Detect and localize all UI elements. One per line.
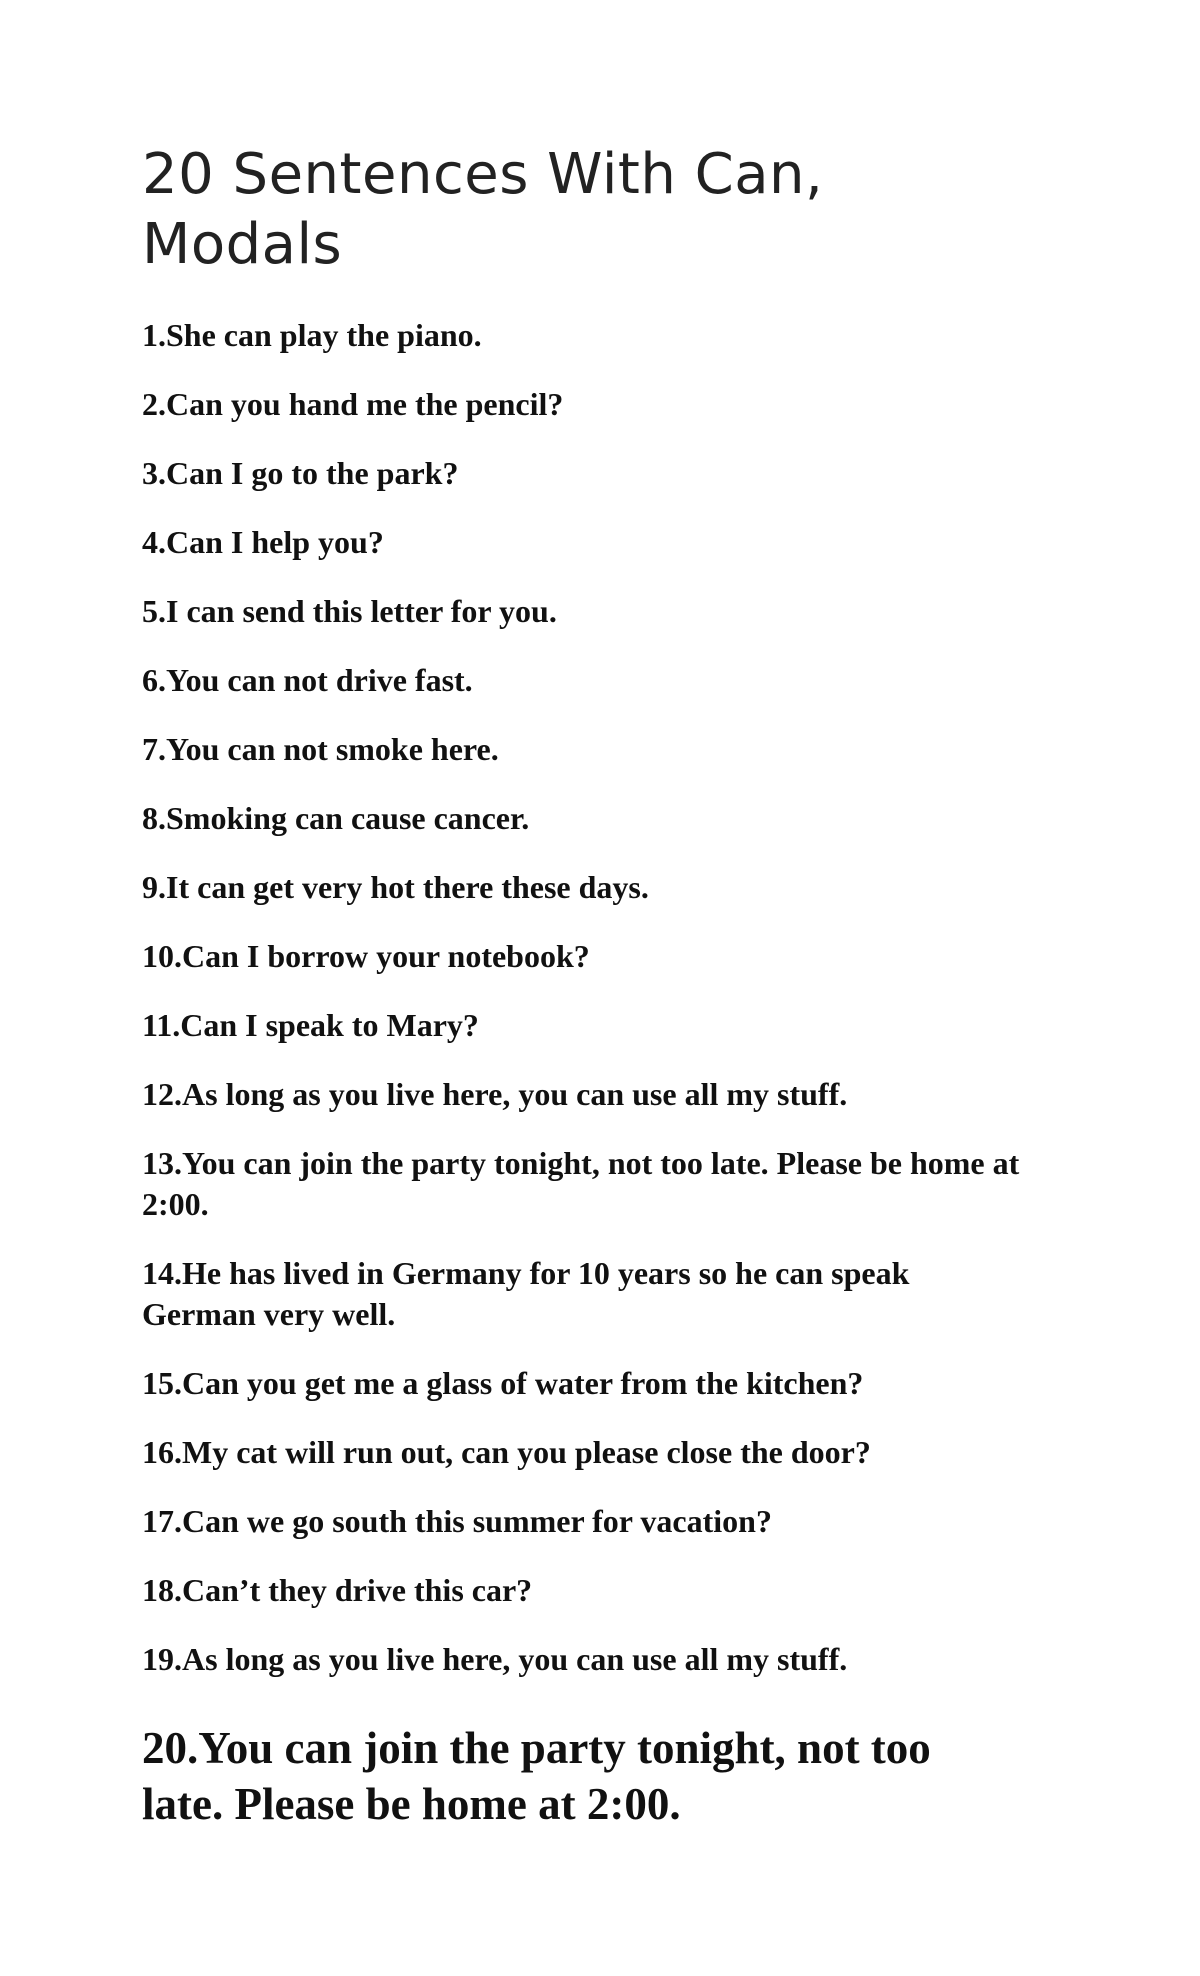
list-item: 12.As long as you live here, you can use all my stuff. <box>142 1076 848 1112</box>
list-item: 8.Smoking can cause cancer. <box>142 800 530 836</box>
list-item: 3.Can I go to the park? <box>142 455 459 491</box>
list-item: 9.It can get very hot there these days. <box>142 869 649 905</box>
list-item-emphasized: 20.You can join the party tonight, not too late. Please be home at 2:00. <box>142 1723 931 1829</box>
list-item: 4.Can I help you? <box>142 524 384 560</box>
list-item: 2.Can you hand me the pencil? <box>142 386 564 422</box>
list-item: 19.As long as you live here, you can use all my stuff. <box>142 1641 848 1677</box>
page-title: 20 Sentences With Can, Modals <box>142 142 824 277</box>
document-page <box>142 140 1022 1829</box>
list-item: 18.Can’t they drive this car? <box>142 1572 533 1608</box>
list-item: 1.She can play the piano. <box>142 317 482 353</box>
list-item: 6.You can not drive fast. <box>142 662 473 698</box>
sentence-list <box>142 315 1022 1860</box>
list-item: 17.Can we go south this summer for vacation? <box>142 1503 772 1539</box>
list-item: 5.I can send this letter for you. <box>142 593 557 629</box>
list-item: 15.Can you get me a glass of water from the kitchen? <box>142 1365 864 1401</box>
list-item: 7.You can not smoke here. <box>142 731 499 767</box>
list-item: 14.He has lived in Germany for 10 years so he can speak German very well. <box>142 1255 910 1332</box>
list-item: 10.Can I borrow your notebook? <box>142 938 590 974</box>
list-item: 11.Can I speak to Mary? <box>142 1007 479 1043</box>
list-item: 13.You can join the party tonight, not too late. Please be home at 2:00. <box>142 1145 1020 1222</box>
list-item: 16.My cat will run out, can you please close the door? <box>142 1434 871 1470</box>
